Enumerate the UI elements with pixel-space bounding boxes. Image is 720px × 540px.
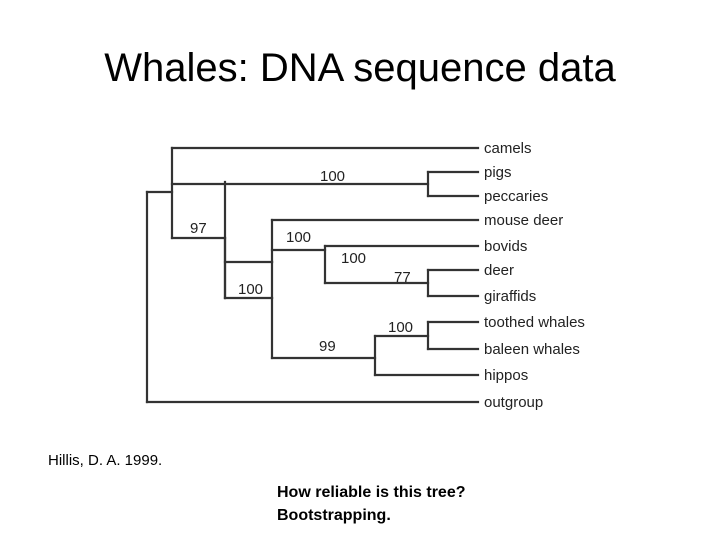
notes-question: How reliable is this tree? bbox=[277, 484, 466, 501]
support-deer-giraffids: 77 bbox=[394, 269, 411, 286]
support-pigs-peccaries: 100 bbox=[320, 168, 346, 185]
support-pecora: 100 bbox=[341, 250, 367, 267]
taxon-camels: camels bbox=[484, 140, 532, 157]
taxon-mouse-deer: mouse deer bbox=[484, 212, 564, 229]
slide-title: Whales: DNA sequence data bbox=[104, 46, 616, 90]
citation: Hillis, D. A. 1999. bbox=[48, 452, 163, 469]
taxon-toothed-whales: toothed whales bbox=[484, 314, 585, 331]
support-ruminants: 100 bbox=[286, 229, 312, 246]
notes bbox=[277, 481, 466, 527]
support-after-camels: 100 bbox=[238, 281, 264, 298]
taxon-giraffids: giraffids bbox=[484, 288, 537, 305]
support-whales: 100 bbox=[388, 319, 414, 336]
taxon-pigs: pigs bbox=[484, 164, 512, 181]
taxon-baleen-whales: baleen whales bbox=[484, 341, 580, 358]
taxon-deer: deer bbox=[484, 262, 515, 279]
taxon-outgroup: outgroup bbox=[484, 394, 544, 411]
notes-answer: Bootstrapping. bbox=[277, 507, 391, 524]
support-whales-hippos: 99 bbox=[319, 338, 336, 355]
support-ingroup: 97 bbox=[190, 220, 207, 237]
taxon-hippos: hippos bbox=[484, 367, 529, 384]
taxon-bovids: bovids bbox=[484, 238, 528, 255]
taxon-peccaries: peccaries bbox=[484, 188, 549, 205]
